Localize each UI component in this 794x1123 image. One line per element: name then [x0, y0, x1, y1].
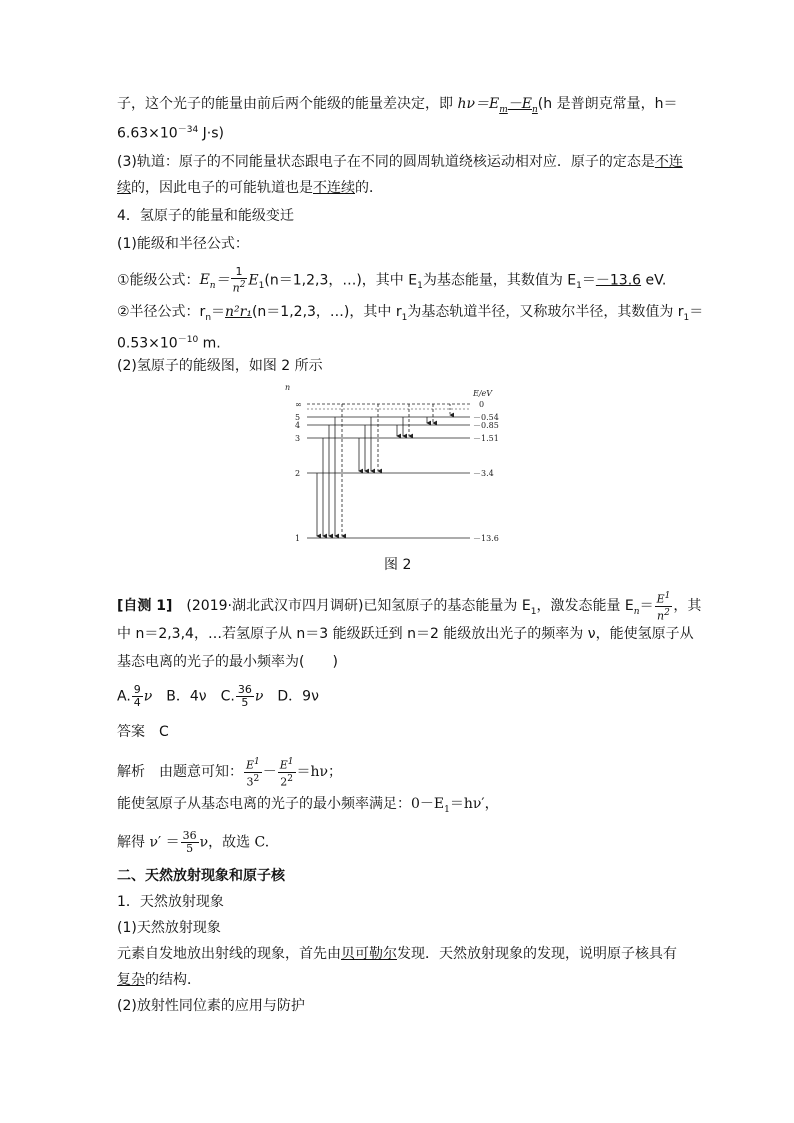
level-n-label: 2: [295, 469, 301, 478]
paragraph-line: [117, 120, 224, 144]
options-line: [117, 684, 319, 709]
analysis-label: 解析: [117, 764, 145, 781]
underlined-formula: n²r₁: [225, 304, 252, 320]
energy-formula: ①能级公式：$E_n=$ $\frac{1}{n^2}$ $E_1(n=1,2,3$，…)，其中 $E_1$为基态能量，其数值为 $E_1=-13.6$ eV.: [117, 265, 667, 295]
text: ，激发态能量 E: [536, 598, 634, 615]
answer-value: C: [159, 724, 169, 740]
n-axis-label: n: [285, 383, 291, 392]
exponent: －10: [177, 335, 199, 345]
photon-energy-formula: $h\nu=E_m-E_n$: [457, 96, 538, 115]
text: 发现．天然放射现象的发现，说明原子核具有: [397, 946, 677, 962]
subsection-heading: (2)氢原子的能级图，如图 2 所示: [117, 358, 323, 374]
option-a-label: A.: [117, 688, 131, 705]
text: ，其: [673, 598, 702, 615]
fraction: $\frac{E^1}{2^2}$: [279, 757, 294, 789]
fraction: $\frac{E^1}{3^2}$: [246, 757, 260, 789]
fraction: $\frac{1}{n^2}$: [232, 265, 246, 295]
answer-line: [117, 722, 169, 742]
text: ν，故选 C.: [199, 834, 270, 851]
text: 能使氢原子从基态电离的光子的最小频率满足：0－E: [117, 796, 445, 812]
text: 的，因此电子的可能轨道也是: [131, 180, 313, 196]
energy-axis-label: E/eV: [473, 389, 493, 398]
analysis-line: 解析 由题意可知： $\frac{E^1}{3^2}$ － $\frac{E^1}{2^2}$ ＝hν；: [117, 757, 343, 789]
underlined-text: 不连续: [313, 180, 355, 196]
underlined-value: －13.6: [595, 272, 642, 289]
subsection-heading: (2)放射性同位素的应用与防护: [117, 998, 305, 1014]
section-heading: 二、天然放射现象和原子核: [117, 868, 285, 884]
exponent: －34: [177, 125, 199, 135]
fraction: $\frac{E^1}{n^2}$: [656, 591, 671, 623]
energy-level-diagram: [285, 380, 515, 545]
underlined-text: 复杂: [117, 972, 145, 988]
numerator: 36: [237, 683, 252, 696]
text: eV.: [641, 272, 667, 289]
paragraph-line: [117, 178, 383, 198]
text: ＝: [689, 304, 704, 320]
text: (n＝1,2,3，…)，其中 E: [264, 272, 418, 289]
text: 0.53×10: [117, 335, 178, 352]
level-energy-label: 0: [479, 400, 485, 409]
paragraph-line: [117, 970, 201, 990]
nu-symbol: ν: [143, 688, 153, 705]
text: (h 是普朗克常量，h＝: [537, 96, 678, 112]
denominator: 4: [133, 696, 141, 709]
level-n-label: 5: [295, 413, 301, 422]
text: 为基态能量，其数值为 E: [422, 272, 577, 289]
text: 为基态轨道半径，又称玻尔半径，其数值为 r: [407, 304, 684, 320]
option-d: D．9ν: [277, 688, 319, 705]
text: J·s): [198, 125, 224, 142]
level-energy-label: －0.85: [473, 421, 499, 430]
level-energy-label: －0.54: [473, 413, 499, 422]
subsection-heading: (1)能级和半径公式：: [117, 236, 249, 252]
formula-text: hν＝E: [457, 96, 500, 112]
text: 子，这个光子的能量由前后两个能级的能量差决定，即: [117, 96, 458, 112]
denominator: 5: [241, 696, 249, 709]
section-heading: 4．氢原子的能量和能级变迁: [117, 208, 294, 224]
text: ＝: [211, 304, 226, 320]
subsection-heading: (1)天然放射现象: [117, 920, 221, 936]
radius-formula: ②半径公式：$r_n=n^2r_1(n=1,2,3$，…)，其中 $r_1$为基态轨道半径，又称玻尔半径，其数值为 $r_1=$: [117, 304, 704, 323]
level-energy-label: －13.6: [473, 534, 499, 543]
text: ＝hν；: [296, 764, 343, 781]
text: ①能级公式：: [117, 272, 200, 289]
fraction: [132, 684, 143, 709]
selftest-tag: [自测 1]: [117, 598, 173, 615]
fraction: [236, 684, 254, 709]
paragraph-line: [117, 944, 677, 964]
selftest-line: [自测 1] (2019·湖北武汉市四月调研)已知氢原子的基态能量为 $E_1$，激发态能量 $E_n=$ $\frac{E^1}{n^2}$ ，其: [117, 591, 702, 623]
section-heading: 1．天然放射现象: [117, 894, 224, 910]
answer-label: 答案: [117, 724, 145, 740]
level-n-label: 1: [295, 534, 301, 543]
option-c-label: C.: [220, 688, 235, 705]
analysis-line: 能使氢原子从基态电离的光子的最小频率满足：$0-E_1=h\nu'$，: [117, 796, 499, 815]
text: 解得 ν′ ＝: [117, 834, 180, 851]
text: m.: [198, 335, 221, 352]
level-energy-label: －1.51: [473, 434, 499, 443]
text: (3)轨道：原子的不同能量状态跟电子在不同的圆周轨道绕核运动相对应．原子的定态是: [117, 154, 655, 170]
underlined-text: 不连: [654, 154, 683, 170]
text: 的结构．: [145, 972, 201, 988]
level-n-label: ∞: [295, 400, 302, 409]
text: (2019·湖北武汉市四月调研)已知氢原子的基态能量为 E: [186, 598, 531, 615]
analysis-line: [117, 830, 269, 855]
underlined-text: 贝可勒尔: [341, 946, 397, 962]
underlined-text: 续: [117, 180, 131, 196]
level-energy-label: －3.4: [473, 469, 494, 478]
fraction: $\frac{36}{5}$: [182, 829, 197, 855]
level-n-label: 3: [295, 434, 301, 443]
paragraph-line: [117, 94, 677, 120]
option-b: B．4ν: [166, 688, 207, 705]
paragraph-line: [117, 152, 683, 172]
text: 由题意可知：: [159, 764, 243, 781]
figure-caption: 图 2: [384, 557, 412, 573]
text: (n＝1,2,3，…)，其中 r: [251, 304, 402, 320]
selftest-line: 中 n＝2,3,4，…若氢原子从 n＝3 能级跃迁到 n＝2 能级放出光子的频率为 ν，能使氢原子从: [117, 626, 694, 642]
numerator: 9: [133, 683, 141, 696]
selftest-line: 基态电离的光子的最小频率为( ): [117, 654, 338, 670]
text: ＝hν′，: [449, 796, 499, 812]
nu-symbol: ν: [254, 688, 264, 705]
text: 6.63×10: [117, 125, 178, 142]
level-n-label: 4: [295, 421, 301, 430]
text: 元素自发地放出射线的现象，首先由: [117, 946, 341, 962]
text: ②半径公式：r: [117, 304, 206, 320]
paragraph-line: [117, 330, 221, 354]
text: 的．: [355, 180, 383, 196]
